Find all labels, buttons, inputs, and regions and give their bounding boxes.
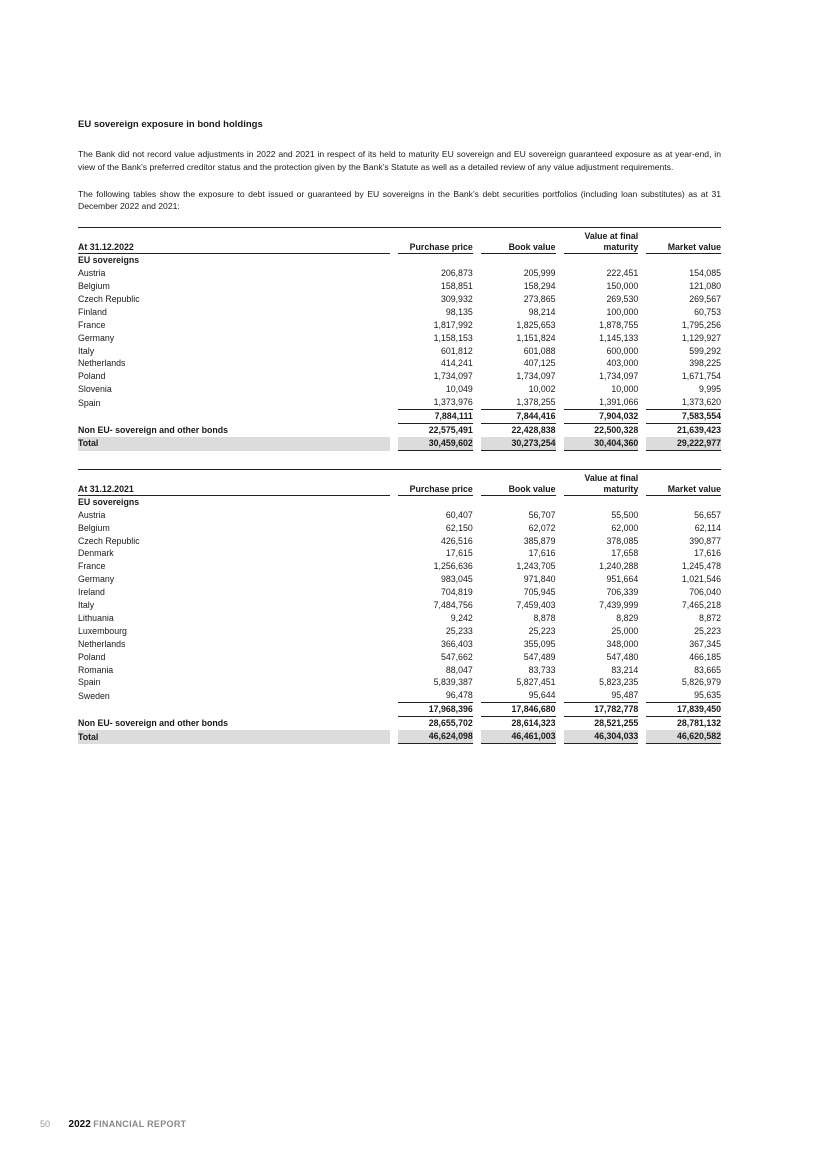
row-label: Denmark [78, 548, 114, 559]
cell-value: 407,125 [523, 358, 556, 369]
table-row [78, 689, 721, 703]
table-date-label: At 31.12.2021 [78, 484, 390, 496]
column-header: Purchase price [398, 242, 473, 254]
table-row [78, 357, 721, 370]
page-footer [40, 1119, 186, 1130]
cell-value: 426,516 [440, 535, 473, 546]
tables-intro-paragraph: The following tables show the exposure to debt issued or guaranteed by EU sovereigns in the Bank’s debt securities portfolios (including loan substitutes) as at 31 December 2022 and 2021: [78, 188, 721, 212]
cell-value: 17,616 [694, 548, 721, 559]
cell-value: 83,665 [694, 664, 721, 675]
cell-value: 60,753 [694, 306, 721, 317]
section-row [78, 254, 721, 267]
exposure-table-1 [78, 469, 721, 744]
cell-value: 8,878 [533, 612, 556, 623]
cell-value: 17,658 [611, 548, 639, 559]
column-header-line1 [390, 228, 473, 241]
table-row [78, 306, 721, 319]
cell-value: 25,000 [611, 625, 639, 636]
page-content [78, 119, 721, 744]
cell-value: 1,240,288 [599, 561, 639, 572]
cell-value: 95,644 [481, 689, 556, 703]
cell-value: 5,839,387 [433, 677, 473, 688]
row-label: Germany [78, 332, 115, 343]
table-row [78, 547, 721, 560]
non-eu-row [78, 717, 721, 730]
row-label: Netherlands [78, 358, 126, 369]
table-row [78, 319, 721, 332]
cell-value: 269,530 [606, 293, 639, 304]
row-label: Czech Republic [78, 293, 140, 304]
cell-value: 601,088 [523, 345, 556, 356]
cell-value: 1,243,705 [516, 561, 556, 572]
cell-value: 7,439,999 [599, 600, 639, 611]
row-label: Belgium [78, 281, 110, 291]
cell-value: 1,129,927 [681, 332, 721, 343]
cell-value: 17,615 [445, 548, 473, 559]
cell-value: 466,185 [689, 651, 721, 662]
cell-value: 269,567 [689, 293, 721, 304]
cell-value: 205,999 [523, 268, 556, 279]
cell-value: 25,223 [694, 625, 721, 636]
report-year: 2022 [68, 1119, 91, 1130]
report-title: FINANCIAL REPORT [93, 1119, 187, 1129]
intro-paragraph: The Bank did not record value adjustments in 2022 and 2021 in respect of its held to maturity EU sovereign and EU sovereign guaranteed exposure as at year-end, in view of the Bank’s preferred creditor status and the protection given by the Bank’s Statute as well as a detailed review of any value adjustment requirements. [78, 149, 721, 172]
column-header: maturity [564, 242, 639, 254]
exposure-table-0 [78, 227, 721, 451]
cell-value: 22,500,328 [594, 424, 639, 435]
cell-value: 398,225 [689, 358, 721, 369]
row-label: Italy [78, 345, 95, 356]
table-row [78, 651, 721, 664]
cell-value: 56,707 [528, 509, 556, 520]
cell-value: 98,135 [445, 306, 473, 317]
section-label: EU sovereigns [78, 496, 140, 507]
row-label: Spain [78, 397, 101, 408]
cell-value: 30,273,254 [481, 437, 556, 451]
cell-value: 1,151,824 [516, 332, 556, 343]
section-row [78, 496, 721, 509]
cell-value: 121,080 [689, 281, 721, 291]
cell-value: 8,829 [616, 612, 639, 623]
cell-value: 309,932 [440, 293, 473, 304]
cell-value: 98,214 [528, 306, 556, 317]
row-label: Total [78, 730, 390, 744]
cell-value: 7,459,403 [516, 600, 556, 611]
cell-value: 46,624,098 [398, 730, 473, 744]
table-row [78, 599, 721, 612]
row-label [78, 703, 390, 717]
cell-value: 385,879 [523, 535, 556, 546]
row-label: France [78, 319, 106, 330]
table-row [78, 560, 721, 573]
table-row [78, 625, 721, 638]
row-label: Germany [78, 574, 115, 585]
table-row [78, 612, 721, 625]
column-header-line1 [473, 470, 556, 483]
subtotal-row [78, 410, 721, 424]
row-label: Poland [78, 651, 106, 662]
row-label: Netherlands [78, 638, 126, 649]
row-label: Ireland [78, 587, 105, 598]
column-header: Book value [481, 484, 556, 496]
cell-value: 1,734,097 [433, 371, 473, 382]
section-heading: EU sovereign exposure in bond holdings [78, 119, 263, 130]
cell-value: 1,245,478 [681, 561, 721, 572]
table-row [78, 676, 721, 689]
cell-value: 348,000 [606, 638, 639, 649]
cell-value: 17,616 [528, 548, 556, 559]
cell-value: 1,734,097 [599, 371, 639, 382]
row-label: Romania [78, 664, 114, 675]
cell-value: 10,002 [528, 384, 556, 395]
cell-value: 1,817,992 [433, 319, 473, 330]
cell-value: 30,459,602 [398, 437, 473, 451]
cell-value: 7,904,032 [564, 410, 639, 424]
row-label: Czech Republic [78, 535, 140, 546]
column-header-line1: Value at final [584, 231, 639, 242]
tables-container [78, 227, 721, 744]
cell-value: 17,839,450 [646, 703, 721, 717]
cell-value: 158,851 [440, 281, 473, 291]
column-header-line1 [638, 228, 721, 241]
row-label: Lithuania [78, 612, 114, 623]
cell-value: 7,583,554 [646, 410, 721, 424]
cell-value: 17,968,396 [398, 703, 473, 717]
table-row [78, 396, 721, 410]
cell-value: 971,840 [523, 574, 556, 585]
cell-value: 547,480 [606, 651, 639, 662]
column-header: Market value [646, 484, 721, 496]
cell-value: 8,872 [698, 612, 721, 623]
cell-value: 403,000 [606, 358, 639, 369]
cell-value: 95,635 [646, 689, 721, 703]
cell-value: 601,812 [440, 345, 473, 356]
cell-value: 25,233 [445, 625, 473, 636]
total-row [78, 730, 721, 744]
cell-value: 7,844,416 [481, 410, 556, 424]
table-row [78, 509, 721, 522]
cell-value: 29,222,977 [646, 437, 721, 451]
cell-value: 28,614,323 [511, 718, 556, 729]
cell-value: 1,795,256 [681, 319, 721, 330]
cell-value: 706,040 [689, 587, 721, 598]
cell-value: 1,256,636 [433, 561, 473, 572]
table-row [78, 267, 721, 280]
cell-value: 1,734,097 [516, 371, 556, 382]
cell-value: 1,391,066 [564, 396, 639, 410]
cell-value: 154,085 [689, 268, 721, 279]
table-date-label: At 31.12.2022 [78, 242, 390, 254]
cell-value: 547,489 [523, 651, 556, 662]
cell-value: 367,345 [689, 638, 721, 649]
cell-value: 60,407 [445, 509, 473, 520]
row-label: Sweden [78, 690, 110, 701]
table-row [78, 332, 721, 345]
cell-value: 366,403 [440, 638, 473, 649]
row-label: Non EU- sovereign and other bonds [78, 424, 229, 435]
column-header-line1 [390, 470, 473, 483]
cell-value: 158,294 [523, 281, 556, 291]
cell-value: 17,782,778 [564, 703, 639, 717]
cell-value: 83,214 [611, 664, 639, 675]
row-label: Belgium [78, 522, 110, 533]
cell-value: 704,819 [440, 587, 473, 598]
cell-value: 1,878,755 [599, 319, 639, 330]
cell-value: 62,072 [528, 522, 556, 533]
table-row [78, 638, 721, 651]
row-label: Spain [78, 677, 101, 688]
cell-value: 273,865 [523, 293, 556, 304]
cell-value: 983,045 [440, 574, 473, 585]
cell-value: 1,671,754 [681, 371, 721, 382]
cell-value: 28,781,132 [676, 718, 721, 729]
cell-value: 88,047 [445, 664, 473, 675]
cell-value: 96,478 [398, 689, 473, 703]
cell-value: 705,945 [523, 587, 556, 598]
section-label: EU sovereigns [78, 255, 140, 266]
cell-value: 62,000 [611, 522, 639, 533]
cell-value: 56,657 [694, 509, 721, 520]
row-label: Finland [78, 306, 107, 317]
table-row [78, 370, 721, 383]
column-header-line1: Value at final [584, 472, 639, 483]
column-header-line1 [473, 228, 556, 241]
table-row [78, 535, 721, 548]
column-header: Market value [646, 242, 721, 254]
cell-value: 25,223 [528, 625, 556, 636]
table-row [78, 573, 721, 586]
non-eu-row [78, 424, 721, 437]
table-row [78, 522, 721, 535]
cell-value: 414,241 [440, 358, 473, 369]
cell-value: 1,373,976 [398, 396, 473, 410]
cell-value: 21,639,423 [676, 424, 721, 435]
cell-value: 599,292 [689, 345, 721, 356]
cell-value: 206,873 [440, 268, 473, 279]
row-label: Austria [78, 268, 106, 279]
cell-value: 10,000 [611, 384, 639, 395]
column-header-line1 [638, 470, 721, 483]
row-label: Austria [78, 509, 106, 520]
cell-value: 22,575,491 [428, 424, 473, 435]
cell-value: 30,404,360 [564, 437, 639, 451]
cell-value: 5,823,235 [599, 677, 639, 688]
row-label: Luxembourg [78, 625, 127, 636]
total-row [78, 437, 721, 451]
cell-value: 390,877 [689, 535, 721, 546]
cell-value: 46,461,003 [481, 730, 556, 744]
cell-value: 1,373,620 [646, 396, 721, 410]
cell-value: 9,995 [698, 384, 721, 395]
cell-value: 7,884,111 [398, 410, 473, 424]
cell-value: 600,000 [606, 345, 639, 356]
cell-value: 28,655,702 [428, 718, 473, 729]
row-label [78, 410, 390, 424]
table-row [78, 383, 721, 396]
table-row [78, 280, 721, 293]
cell-value: 1,021,546 [681, 574, 721, 585]
row-label: Total [78, 437, 390, 451]
cell-value: 7,465,218 [681, 600, 721, 611]
cell-value: 62,150 [445, 522, 473, 533]
cell-value: 1,158,153 [433, 332, 473, 343]
row-label: Non EU- sovereign and other bonds [78, 718, 229, 729]
cell-value: 28,521,255 [594, 718, 639, 729]
cell-value: 9,242 [450, 612, 473, 623]
cell-value: 150,000 [606, 281, 639, 291]
column-header: maturity [564, 484, 639, 496]
cell-value: 706,339 [606, 587, 639, 598]
cell-value: 378,085 [606, 535, 639, 546]
cell-value: 46,304,033 [564, 730, 639, 744]
row-label: France [78, 561, 106, 572]
cell-value: 5,827,451 [516, 677, 556, 688]
cell-value: 83,733 [528, 664, 556, 675]
cell-value: 222,451 [606, 268, 639, 279]
cell-value: 1,378,255 [481, 396, 556, 410]
cell-value: 1,145,133 [599, 332, 639, 343]
cell-value: 55,500 [611, 509, 639, 520]
cell-value: 7,484,756 [433, 600, 473, 611]
row-label: Poland [78, 371, 106, 382]
cell-value: 100,000 [606, 306, 639, 317]
cell-value: 951,664 [606, 574, 639, 585]
column-header: Book value [481, 242, 556, 254]
cell-value: 46,620,582 [646, 730, 721, 744]
cell-value: 17,846,680 [481, 703, 556, 717]
column-header: Purchase price [398, 484, 473, 496]
subtotal-row [78, 703, 721, 717]
cell-value: 95,487 [564, 689, 639, 703]
cell-value: 62,114 [694, 522, 721, 533]
cell-value: 10,049 [445, 384, 473, 395]
cell-value: 22,428,838 [511, 424, 556, 435]
row-label: Italy [78, 600, 95, 611]
table-row [78, 293, 721, 306]
row-label: Slovenia [78, 384, 112, 395]
table-row [78, 345, 721, 358]
cell-value: 1,825,653 [516, 319, 556, 330]
page-number: 50 [40, 1119, 51, 1129]
table-row [78, 586, 721, 599]
table-row [78, 664, 721, 677]
cell-value: 355,095 [523, 638, 556, 649]
cell-value: 5,826,979 [681, 677, 721, 688]
cell-value: 547,662 [440, 651, 473, 662]
